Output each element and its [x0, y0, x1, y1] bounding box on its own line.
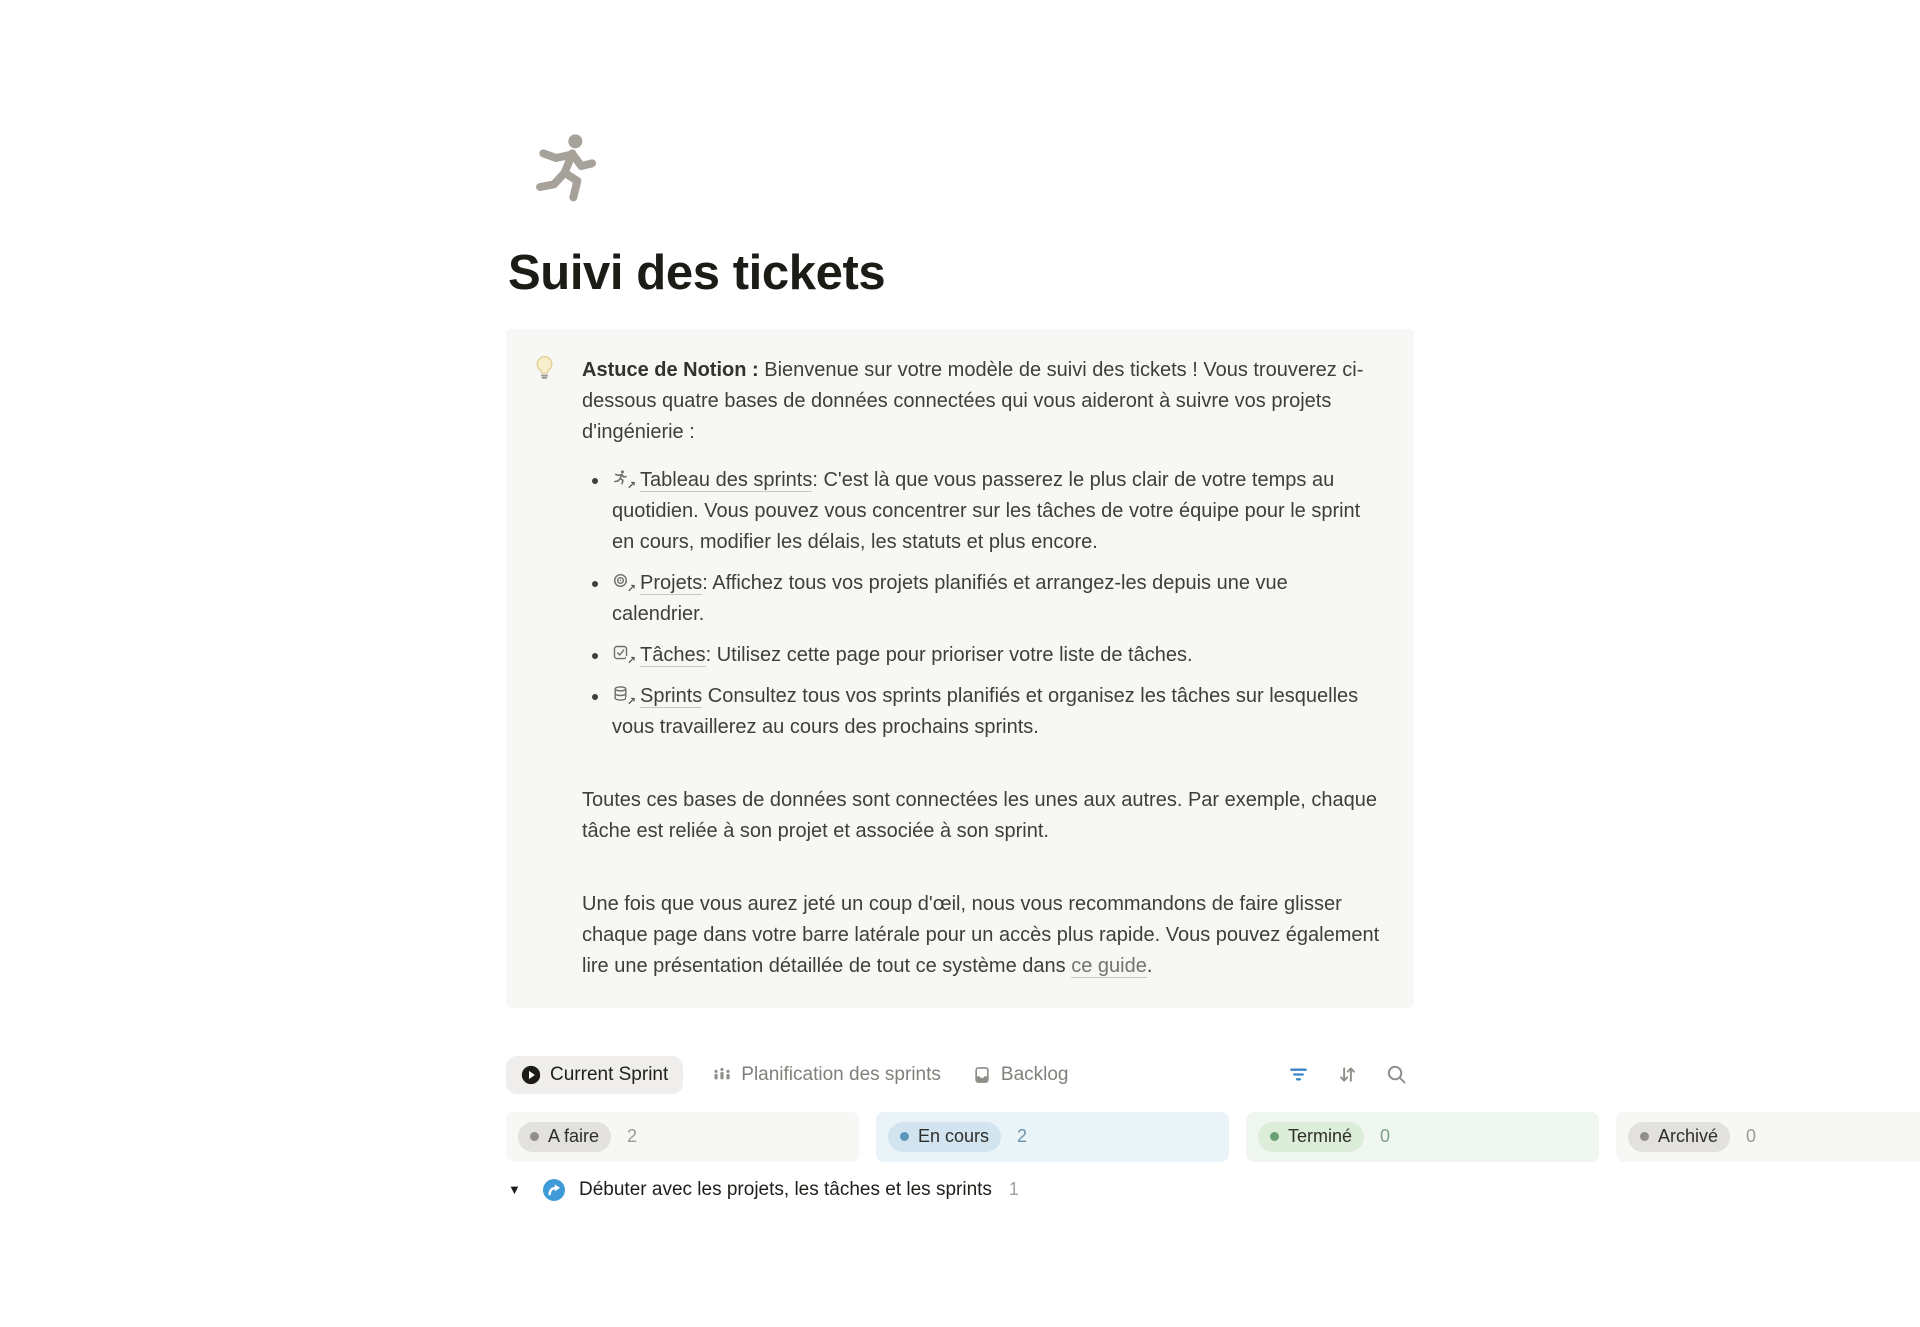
sprint-planning-icon: [712, 1065, 732, 1085]
list-item: [610, 640, 1384, 671]
sort-icon[interactable]: [1336, 1063, 1359, 1086]
sprint-board-link[interactable]: Tableau des sprints: [640, 468, 813, 491]
lightbulb-icon: [531, 354, 558, 381]
callout-paragraph: [582, 889, 1384, 982]
bullet-sep: :: [702, 571, 708, 594]
list-item: [610, 681, 1384, 743]
status-dot-icon: [530, 1132, 539, 1141]
status-badge[interactable]: [888, 1122, 1001, 1152]
chevron-down-icon[interactable]: ▼: [508, 1182, 521, 1198]
callout-paragraph: Toutes ces bases de données sont connectées les unes aux autres. Par exemple, chaque tâche est reliée à son projet et associée à son sprint.: [582, 788, 1377, 842]
bullet-sep: :: [705, 643, 712, 666]
sprint-cycle-icon: [542, 1178, 566, 1202]
view-tabs-row: [506, 1056, 1414, 1094]
column-termine: [1246, 1112, 1599, 1162]
column-count: 0: [1746, 1126, 1757, 1147]
tasks-icon: [612, 644, 636, 667]
list-item: [610, 568, 1384, 630]
column-count: 2: [627, 1126, 638, 1147]
sprint-group-row[interactable]: [506, 1178, 1920, 1202]
sprint-board-icon: [612, 469, 636, 492]
play-icon: [521, 1065, 541, 1085]
sprints-link[interactable]: Sprints: [640, 684, 703, 707]
link-arrow-icon: • ↗: [626, 582, 636, 595]
paragraph-text: Une fois que vous aurez jeté un coup d'œil, nous vous recommandons de faire glisser chaque page dans votre barre latérale pour un accès plus rapide. Vous pouvez également lire une présentation détaillée de tout ce système dans: [582, 892, 1380, 977]
status-badge[interactable]: [518, 1122, 611, 1152]
status-label: En cours: [918, 1126, 990, 1147]
tab-label: Current Sprint: [550, 1063, 669, 1085]
tab-backlog[interactable]: [970, 1056, 1071, 1094]
link-arrow-icon: • ↗: [626, 695, 636, 708]
bullet-text: Consultez tous vos sprints planifiés et organisez les tâches sur lesquelles vous travaillerez au cours des prochains sprints.: [612, 684, 1359, 738]
sprints-icon: [612, 685, 636, 708]
filter-icon[interactable]: [1287, 1063, 1310, 1086]
column-en-cours: [876, 1112, 1229, 1162]
search-icon[interactable]: [1385, 1063, 1408, 1086]
status-dot-icon: [1270, 1132, 1279, 1141]
notion-tip-callout: [506, 329, 1414, 1008]
database-list: [582, 465, 1384, 743]
callout-intro-text: Bienvenue sur votre modèle de suivi des tickets ! Vous trouverez ci-dessous quatre bases de données connectées qui vous aideront à suivre vos projets d'ingénierie :: [582, 358, 1364, 443]
status-dot-icon: [900, 1132, 909, 1141]
backlog-icon: [972, 1065, 992, 1085]
column-count: 2: [1017, 1126, 1028, 1147]
bullet-text: Utilisez cette page pour prioriser votre liste de tâches.: [711, 643, 1193, 666]
projects-link[interactable]: Projets: [640, 571, 703, 594]
status-badge[interactable]: [1628, 1122, 1730, 1152]
tasks-link[interactable]: Tâches: [640, 643, 706, 666]
tab-label: Planification des sprints: [741, 1063, 941, 1085]
page-title: Suivi des tickets: [508, 246, 886, 300]
status-label: Archivé: [1658, 1126, 1719, 1147]
tab-sprint-planning[interactable]: [710, 1056, 943, 1094]
status-label: Terminé: [1288, 1126, 1353, 1147]
tab-current-sprint[interactable]: [506, 1056, 683, 1094]
tab-label: Backlog: [1000, 1063, 1069, 1085]
kanban-board: [506, 1112, 1920, 1162]
column-count: 0: [1380, 1126, 1391, 1147]
callout-intro-bold: Astuce de Notion :: [582, 358, 759, 381]
page-content: [506, 128, 1757, 1202]
bullet-sep: :: [812, 468, 818, 491]
column-archive: [1616, 1112, 1920, 1162]
group-title: Débuter avec les projets, les tâches et les sprints: [579, 1178, 992, 1200]
column-a-faire: [506, 1112, 859, 1162]
bullet-text: C'est là que vous passerez le plus clair de votre temps au quotidien. Vous pouvez vous concentrer sur les tâches de votre équipe pour le sprint en cours, modifier les délais, les statuts et plus encore.: [612, 468, 1361, 553]
group-count: 1: [1008, 1179, 1019, 1200]
bullet-text: Affichez tous vos projets planifiés et arrangez-les depuis une vue calendrier.: [612, 571, 1288, 625]
paragraph-text: .: [1146, 954, 1153, 977]
status-label: A faire: [548, 1126, 600, 1147]
status-badge[interactable]: [1258, 1122, 1364, 1152]
link-arrow-icon: • ↗: [626, 479, 636, 492]
guide-link[interactable]: ce guide: [1071, 954, 1147, 977]
link-arrow-icon: • ↗: [626, 654, 636, 667]
list-item: [610, 465, 1384, 558]
projects-icon: [612, 572, 636, 595]
view-toolbar: [1287, 1063, 1414, 1086]
status-dot-icon: [1640, 1132, 1649, 1141]
callout-intro: [582, 355, 1384, 448]
runner-icon[interactable]: [526, 128, 606, 208]
